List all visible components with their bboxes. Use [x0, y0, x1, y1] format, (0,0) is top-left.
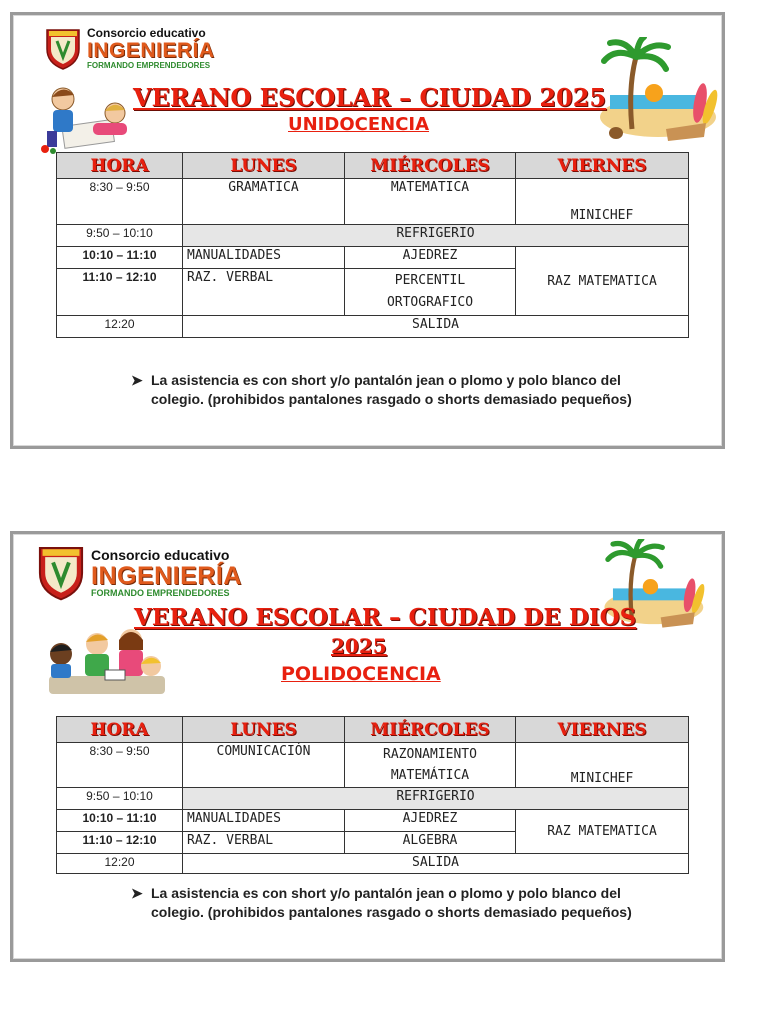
miercoles-cell: MATEMATICA — [345, 179, 516, 225]
lunes-cell: COMUNICACIÓN — [183, 743, 345, 788]
schedule-title: VERANO ESCOLAR – CIUDAD 2025 — [133, 83, 607, 112]
logo-main-text: INGENIERÍA — [87, 39, 215, 63]
hora-cell: 12:20 — [57, 854, 183, 874]
table-row — [57, 179, 689, 225]
miercoles-cell: RAZONAMIENTO MATEMÁTICA — [345, 743, 516, 788]
table-row — [57, 810, 689, 832]
attendance-note — [131, 371, 671, 409]
viernes-cell: MINICHEF — [516, 179, 689, 225]
beach-illustration — [596, 37, 718, 145]
schedule-title-year: 2025 — [331, 634, 387, 658]
hora-cell: 8:30 – 9:50 — [57, 743, 183, 788]
logo-sub-text: FORMANDO EMPRENDEDORES — [91, 587, 230, 598]
kids-reading-illustration — [39, 626, 171, 698]
table-header-row — [57, 717, 689, 743]
viernes-cell: RAZ MATEMATICA — [516, 810, 689, 854]
header-miercoles: MIÉRCOLES — [345, 153, 516, 179]
schedule-title: VERANO ESCOLAR – CIUDAD DE DIOS — [134, 604, 637, 631]
lunes-cell: RAZ. VERBAL — [183, 832, 345, 854]
header-viernes: VIERNES — [516, 717, 689, 743]
bullet-arrow-icon: ➤ — [131, 885, 143, 901]
salida-cell: SALIDA — [183, 854, 689, 874]
table-row — [57, 247, 689, 269]
attendance-note — [131, 884, 671, 922]
logo-sub-text: FORMANDO EMPRENDEDORES — [87, 61, 211, 71]
hora-cell: 9:50 – 10:10 — [57, 225, 183, 247]
table-header-row — [57, 153, 689, 179]
miercoles-cell: AJEDREZ — [345, 247, 516, 269]
miercoles-cell: PERCENTIL ORTOGRAFICO — [345, 269, 516, 316]
header-lunes: LUNES — [183, 717, 345, 743]
schedule-card-unidocencia — [10, 12, 725, 449]
header-viernes: VIERNES — [516, 153, 689, 179]
bullet-arrow-icon: ➤ — [131, 372, 143, 388]
logo-main-text: INGENIERÍA — [91, 561, 242, 590]
schedule-subtitle: UNIDOCENCIA — [288, 114, 430, 135]
header-hora: HORA — [57, 717, 183, 743]
header-miercoles: MIÉRCOLES — [345, 717, 516, 743]
viernes-cell: RAZ MATEMATICA — [516, 247, 689, 316]
hora-cell: 8:30 – 9:50 — [57, 179, 183, 225]
hora-cell: 11:10 – 12:10 — [57, 269, 183, 316]
schedule-card-polidocencia — [10, 531, 725, 962]
hora-cell: 11:10 – 12:10 — [57, 832, 183, 854]
salida-cell: SALIDA — [183, 316, 689, 338]
lunes-cell: MANUALIDADES — [183, 247, 345, 269]
school-logo — [45, 27, 215, 71]
hora-cell: 10:10 – 11:10 — [57, 810, 183, 832]
lunes-cell: RAZ. VERBAL — [183, 269, 345, 316]
schedule-subtitle: POLIDOCENCIA — [281, 663, 441, 685]
school-logo — [37, 544, 242, 602]
attendance-note-text: La asistencia es con short y/o pantalón jean o plomo y polo blanco del colegio. (prohibidos pantalones rasgado o shorts demasiado pequeños) — [151, 885, 632, 920]
kids-drawing-illustration — [33, 83, 133, 155]
table-row — [57, 854, 689, 874]
refrigerio-cell: REFRIGERIO — [183, 225, 689, 247]
school-shield-icon — [45, 27, 81, 71]
header-lunes: LUNES — [183, 153, 345, 179]
attendance-note-text: La asistencia es con short y/o pantalón jean o plomo y polo blanco del colegio. (prohibidos pantalones rasgado o shorts demasiado pequeños) — [151, 372, 632, 407]
refrigerio-cell: REFRIGERIO — [183, 788, 689, 810]
schedule-table — [56, 716, 689, 874]
table-row — [57, 225, 689, 247]
hora-cell: 12:20 — [57, 316, 183, 338]
miercoles-cell: ALGEBRA — [345, 832, 516, 854]
table-row — [57, 743, 689, 788]
table-row — [57, 316, 689, 338]
viernes-cell: MINICHEF — [516, 743, 689, 788]
miercoles-cell: AJEDREZ — [345, 810, 516, 832]
table-row — [57, 788, 689, 810]
schedule-table — [56, 152, 689, 338]
lunes-cell: MANUALIDADES — [183, 810, 345, 832]
header-hora: HORA — [57, 153, 183, 179]
lunes-cell: GRAMATICA — [183, 179, 345, 225]
hora-cell: 9:50 – 10:10 — [57, 788, 183, 810]
school-shield-icon — [37, 544, 85, 602]
logo-top-text: Consorcio educativo — [87, 26, 206, 41]
logo-top-text: Consorcio educativo — [91, 546, 230, 563]
hora-cell: 10:10 – 11:10 — [57, 247, 183, 269]
